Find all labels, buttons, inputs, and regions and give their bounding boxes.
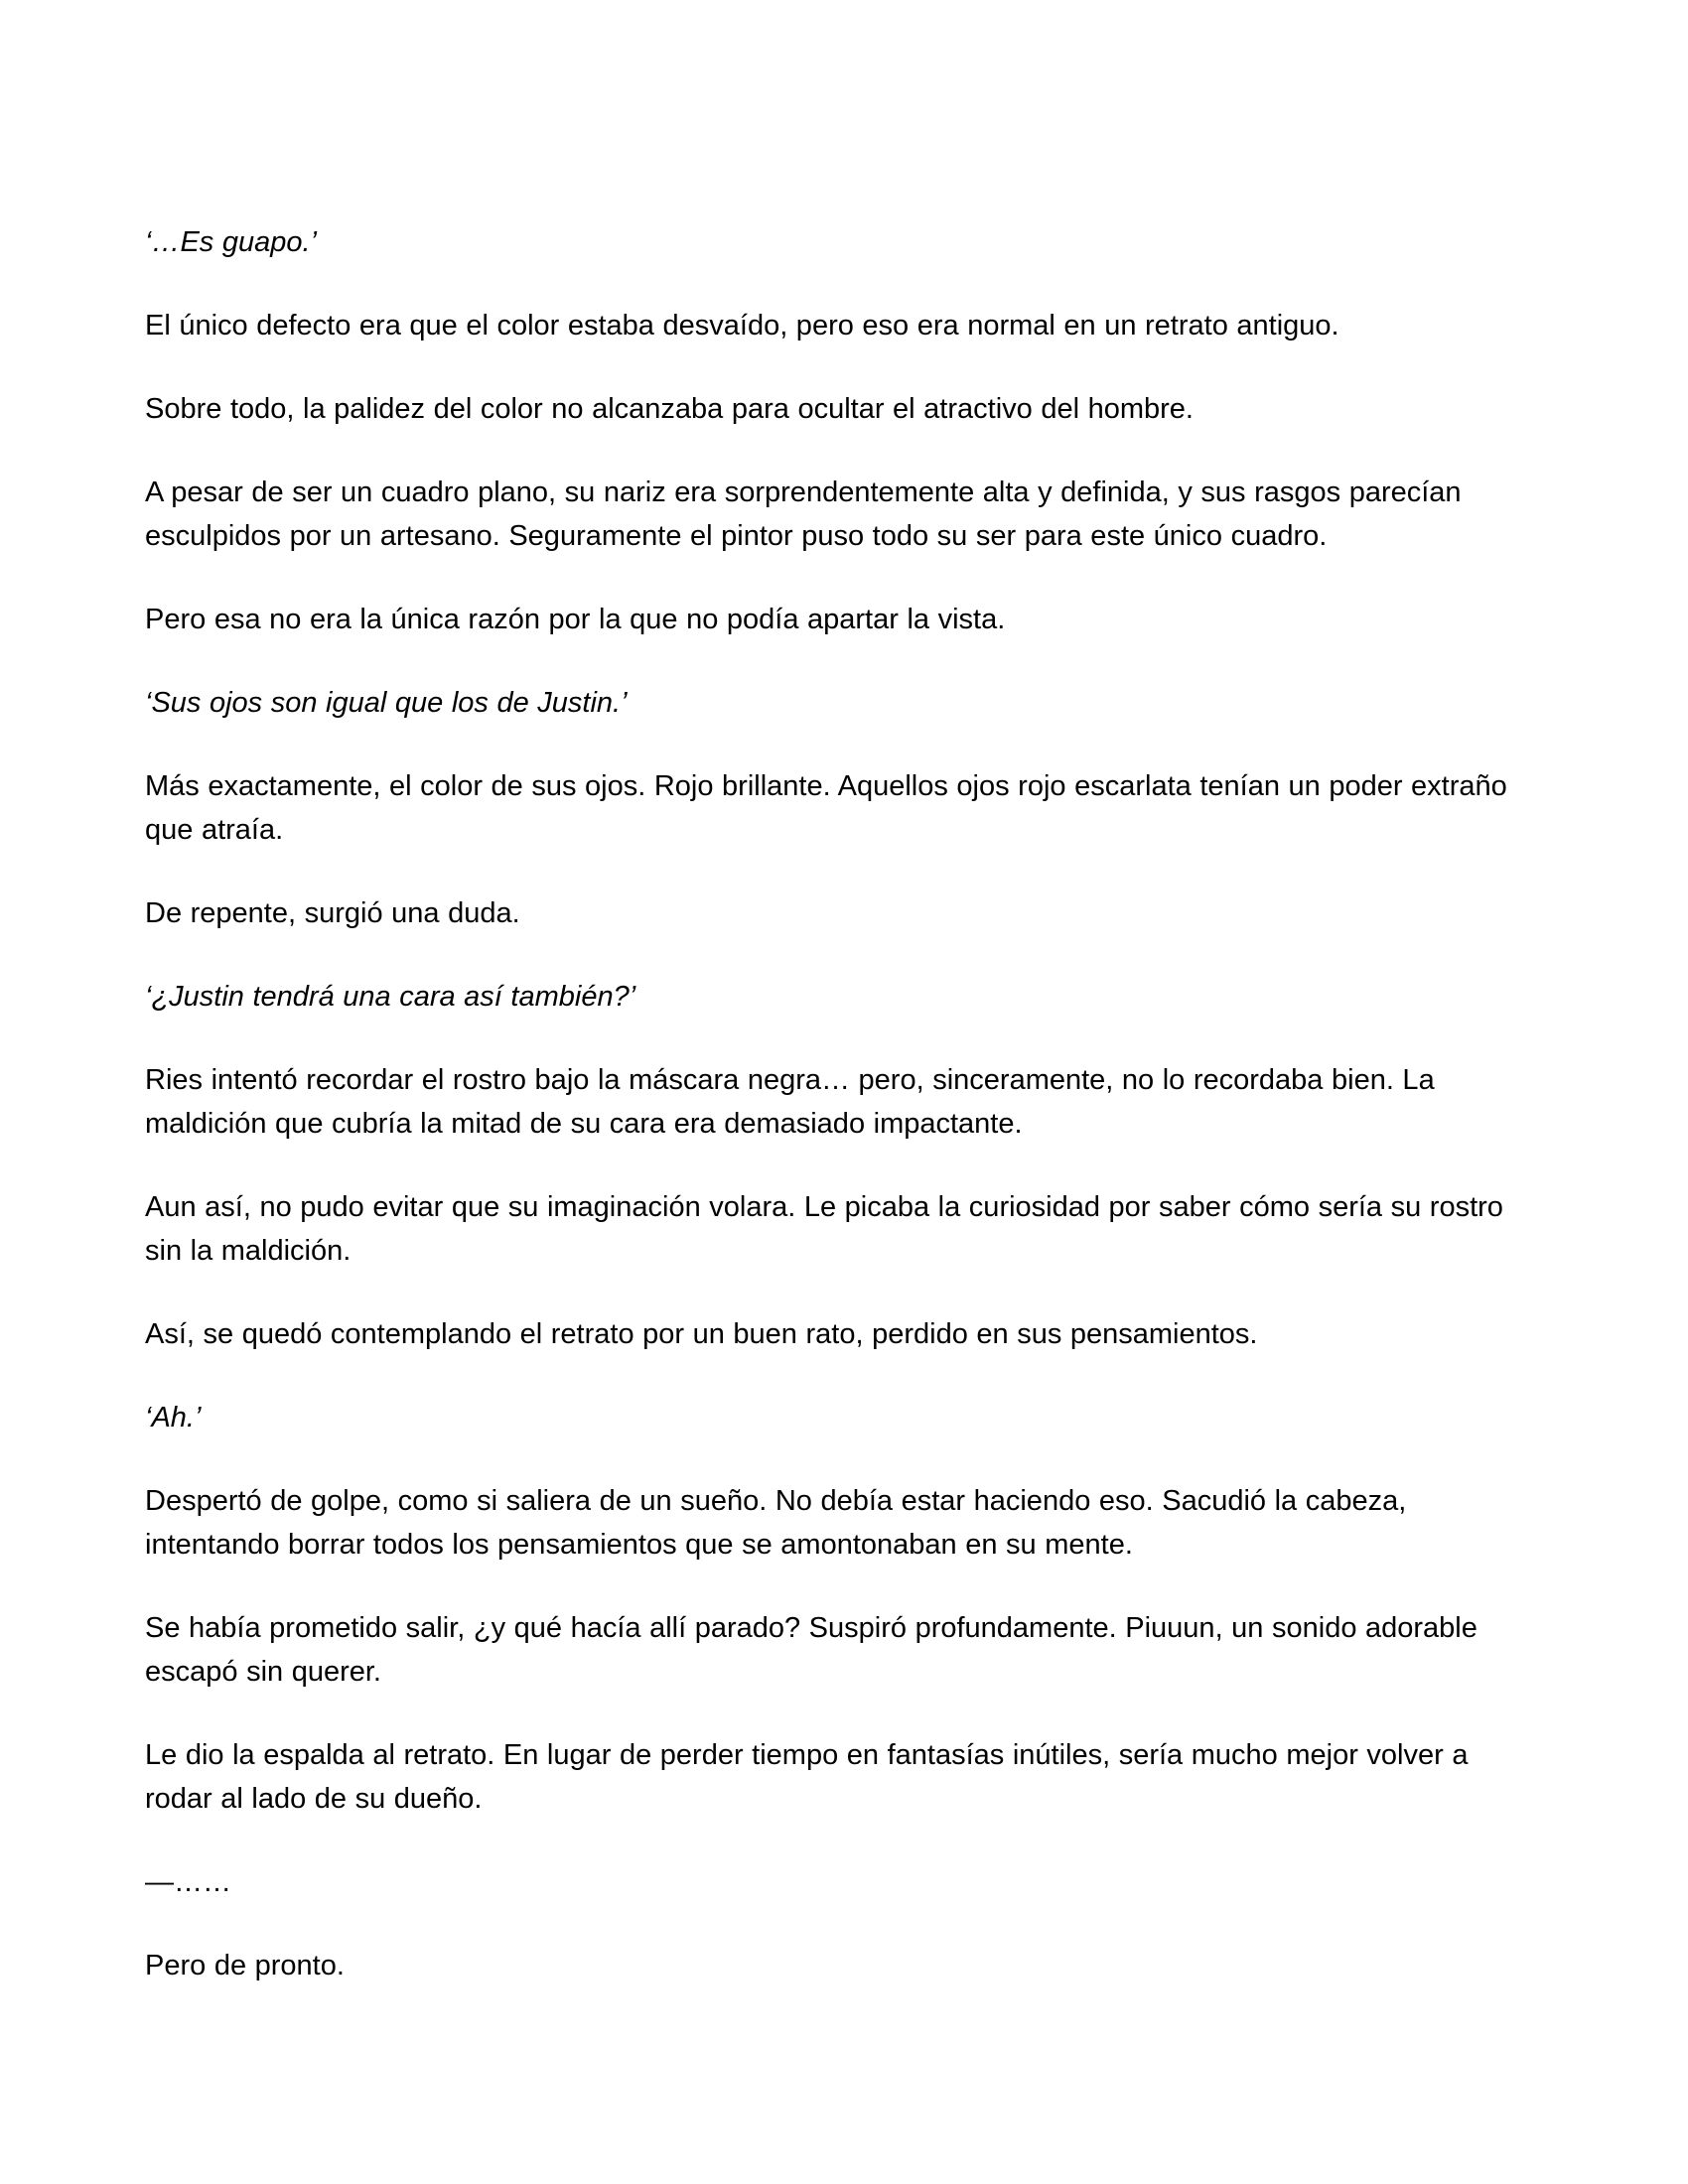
inner-thought-paragraph: ‘Ah.’: [145, 1402, 202, 1433]
narrative-paragraph: Despertó de golpe, como si saliera de un sueño. No debía estar haciendo eso. Sacudió la cabeza, intentando borrar todos los pensamientos que se amontonaban en su mente.: [145, 1485, 1407, 1561]
inner-thought-paragraph: ‘Sus ojos son igual que los de Justin.’: [145, 687, 628, 719]
narrative-paragraph: Más exactamente, el color de sus ojos. Rojo brillante. Aquellos ojos rojo escarlata tenían un poder extraño que atraía.: [145, 770, 1507, 846]
narrative-paragraph: Así, se quedó contemplando el retrato por un buen rato, perdido en sus pensamientos.: [145, 1318, 1258, 1350]
narrative-paragraph: Se había prometido salir, ¿y qué hacía allí parado? Suspiró profundamente. Piuuun, un sonido adorable escapó sin querer.: [145, 1612, 1477, 1688]
narrative-paragraph: A pesar de ser un cuadro plano, su nariz era sorprendentemente alta y definida, y sus rasgos parecían esculpidos por un artesano. Seguramente el pintor puso todo su ser para este único cuadro.: [145, 477, 1462, 552]
narrative-paragraph: —……: [145, 1866, 231, 1898]
narrative-paragraph: El único defecto era que el color estaba desvaído, pero eso era normal en un retrato antiguo.: [145, 310, 1339, 341]
narrative-paragraph: Sobre todo, la palidez del color no alcanzaba para ocultar el atractivo del hombre.: [145, 393, 1194, 425]
narrative-paragraph: Pero de pronto.: [145, 1950, 345, 1981]
inner-thought-paragraph: ‘¿Justin tendrá una cara así también?’: [145, 981, 636, 1013]
inner-thought-paragraph: ‘…Es guapo.’: [145, 226, 317, 258]
narrative-paragraph: Pero esa no era la única razón por la que no podía apartar la vista.: [145, 604, 1006, 635]
narrative-paragraph: De repente, surgió una duda.: [145, 897, 520, 929]
narrative-paragraph: Le dio la espalda al retrato. En lugar de perder tiempo en fantasías inútiles, sería mucho mejor volver a rodar al lado de su dueño.: [145, 1739, 1469, 1815]
narrative-paragraph: Ries intentó recordar el rostro bajo la máscara negra… pero, sinceramente, no lo recordaba bien. La maldición que cubría la mitad de su cara era demasiado impactante.: [145, 1064, 1435, 1140]
narrative-paragraph: Aun así, no pudo evitar que su imaginación volara. Le picaba la curiosidad por saber cómo sería su rostro sin la maldición.: [145, 1191, 1503, 1267]
